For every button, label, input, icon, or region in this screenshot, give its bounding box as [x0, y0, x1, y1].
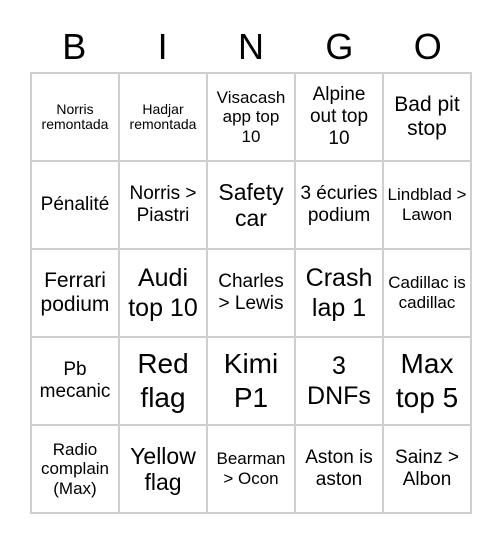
header-letter-i: I — [157, 26, 168, 67]
bingo-cell-r5c3[interactable]: Bearman > Ocon — [207, 425, 295, 513]
bingo-header — [30, 22, 472, 72]
header-letter-n: N — [237, 26, 264, 67]
bingo-cell-r3c2[interactable]: Audi top 10 — [119, 249, 207, 337]
bingo-cell-r4c5[interactable]: Max top 5 — [383, 337, 471, 425]
bingo-cell-r5c2[interactable]: Yellow flag — [119, 425, 207, 513]
bingo-cell-r3c3[interactable]: Charles > Lewis — [207, 249, 295, 337]
header-letter-b: B — [62, 26, 87, 67]
bingo-cell-r3c1[interactable]: Ferrari podium — [31, 249, 119, 337]
bingo-cell-r1c1[interactable]: Norris remontada — [31, 73, 119, 161]
bingo-cell-r5c5[interactable]: Sainz > Albon — [383, 425, 471, 513]
bingo-cell-r2c5[interactable]: Lindblad > Lawon — [383, 161, 471, 249]
bingo-cell-r2c4[interactable]: 3 écuries podium — [295, 161, 383, 249]
bingo-cell-r1c2[interactable]: Hadjar remontada — [119, 73, 207, 161]
bingo-cell-r3c4[interactable]: Crash lap 1 — [295, 249, 383, 337]
bingo-cell-r4c4[interactable]: 3 DNFs — [295, 337, 383, 425]
bingo-board — [30, 72, 472, 514]
bingo-cell-r5c1[interactable]: Radio complain (Max) — [31, 425, 119, 513]
bingo-cell-r5c4[interactable]: Aston is aston — [295, 425, 383, 513]
header-letter-g: G — [325, 26, 354, 67]
bingo-cell-r1c3[interactable]: Visacash app top 10 — [207, 73, 295, 161]
bingo-cell-r1c5[interactable]: Bad pit stop — [383, 73, 471, 161]
bingo-cell-r2c1[interactable]: Pénalité — [31, 161, 119, 249]
bingo-cell-r4c1[interactable]: Pb mecanic — [31, 337, 119, 425]
bingo-cell-r1c4[interactable]: Alpine out top 10 — [295, 73, 383, 161]
bingo-cell-r4c2[interactable]: Red flag — [119, 337, 207, 425]
bingo-cell-r4c3[interactable]: Kimi P1 — [207, 337, 295, 425]
header-letter-o: O — [413, 26, 442, 67]
bingo-cell-r2c2[interactable]: Norris > Piastri — [119, 161, 207, 249]
bingo-cell-r3c5[interactable]: Cadillac is cadillac — [383, 249, 471, 337]
bingo-cell-r2c3[interactable]: Safety car — [207, 161, 295, 249]
